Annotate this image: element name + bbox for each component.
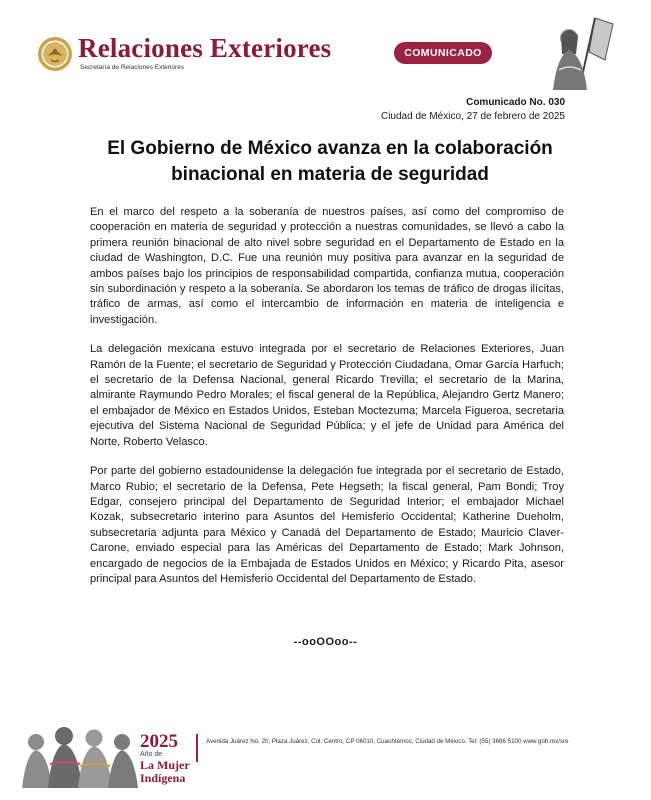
brand-title: Relaciones Exteriores — [78, 33, 332, 63]
indigenous-women-illustration — [20, 720, 138, 788]
mexico-seal-icon — [37, 36, 73, 72]
paragraph: Por parte del gobierno estadounidense la delegación fue integrada por el secretario de Estado, Marco Rubio; el secretario de la Defensa, Pete Hegseth; la fiscal general, Pam Bondi; Troy Edgar, consejero principal del Departamento de Seguridad Interior; el embajador Michael Kozak, subsecretario interino para Asuntos del Hemisferio Occidental; Katherine Dueholm, subsecretaria adjunta para México y Canadá del Departamento de Estado; Mauricio Claver-Carone, enviado especial para las Américas del Departamento de Estado; Mark Johnson, encargado de negocios de la Embajada de Estados Unidos en México; y Ricardo Pita, asesor principal para Asuntos del Hemisferio Occidental del Departamento de Estado. — [90, 465, 564, 585]
woman-with-flag-illustration — [545, 14, 617, 92]
page-title — [60, 136, 600, 188]
footer-address: Avenida Juárez No. 20, Plaza Juárez, Col. Centro, CP 06010, Cuauhtémoc, Ciudad de México. Tel: (55) 3686 5100 www.gob.mx/sre — [206, 738, 569, 745]
closing-mark: --ooOOoo-- — [293, 636, 358, 648]
year-line-3: La Mujer — [140, 758, 190, 772]
footer — [0, 718, 651, 800]
year-logo — [140, 732, 190, 785]
communique-meta — [381, 96, 565, 124]
comunicado-badge: COMUNICADO — [394, 42, 492, 64]
article-body — [90, 205, 564, 601]
brand-subtitle: Secretaría de Relaciones Exteriores — [80, 64, 185, 71]
communique-number: Comunicado No. 030 — [466, 97, 565, 108]
title-line-1: El Gobierno de México avanza en la colaboración — [107, 138, 553, 159]
place-date: Ciudad de México, 27 de febrero de 2025 — [380, 111, 565, 122]
letterhead — [0, 0, 651, 90]
title-line-2: binacional en materia de seguridad — [171, 164, 489, 185]
year-line-4: Indígena — [140, 771, 186, 785]
footer-divider — [196, 734, 198, 762]
year-number: 2025 — [140, 731, 178, 752]
paragraph: La delegación mexicana estuvo integrada por el secretario de Relaciones Exteriores, Juan Ramón de la Fuente; el secretario de Seguridad y Protección Ciudadana, Omar García Harfuch; el secretario de la Defensa Nacional, general Ricardo Trevilla; el secretario de la Marina, almirante Raymundo Pedro Morales; el fiscal general de la República, Alejandro Gertz Manero; el embajador de México en Estados Unidos, Esteban Moctezuma; Marcela Figueroa, secretaria ejecutiva del Sistema Nacional de Seguridad Pública; y el jefe de Unidad para América del Norte, Roberto Velasco. — [90, 343, 564, 448]
year-caption: Año de — [140, 751, 163, 758]
paragraph: En el marco del respeto a la soberanía de nuestros países, así como del compromiso de cooperación en materia de seguridad y protección a nuestras comunidades, se llevó a cabo la primera reunión binacional de alto nivel sobre seguridad en el Departamento de Estado en la ciudad de Washington, D.C. Fue una reunión muy positiva para avanzar en la seguridad de ambos países bajo los principios de responsabilidad compartida, confianza mutua, cooperación sin subordinación y respeto a la soberanía. Se abordaron los temas de tráfico de drogas ilícitas, tráfico de armas, así como el intercambio de información en materia de inteligencia e investigación. — [90, 206, 564, 326]
